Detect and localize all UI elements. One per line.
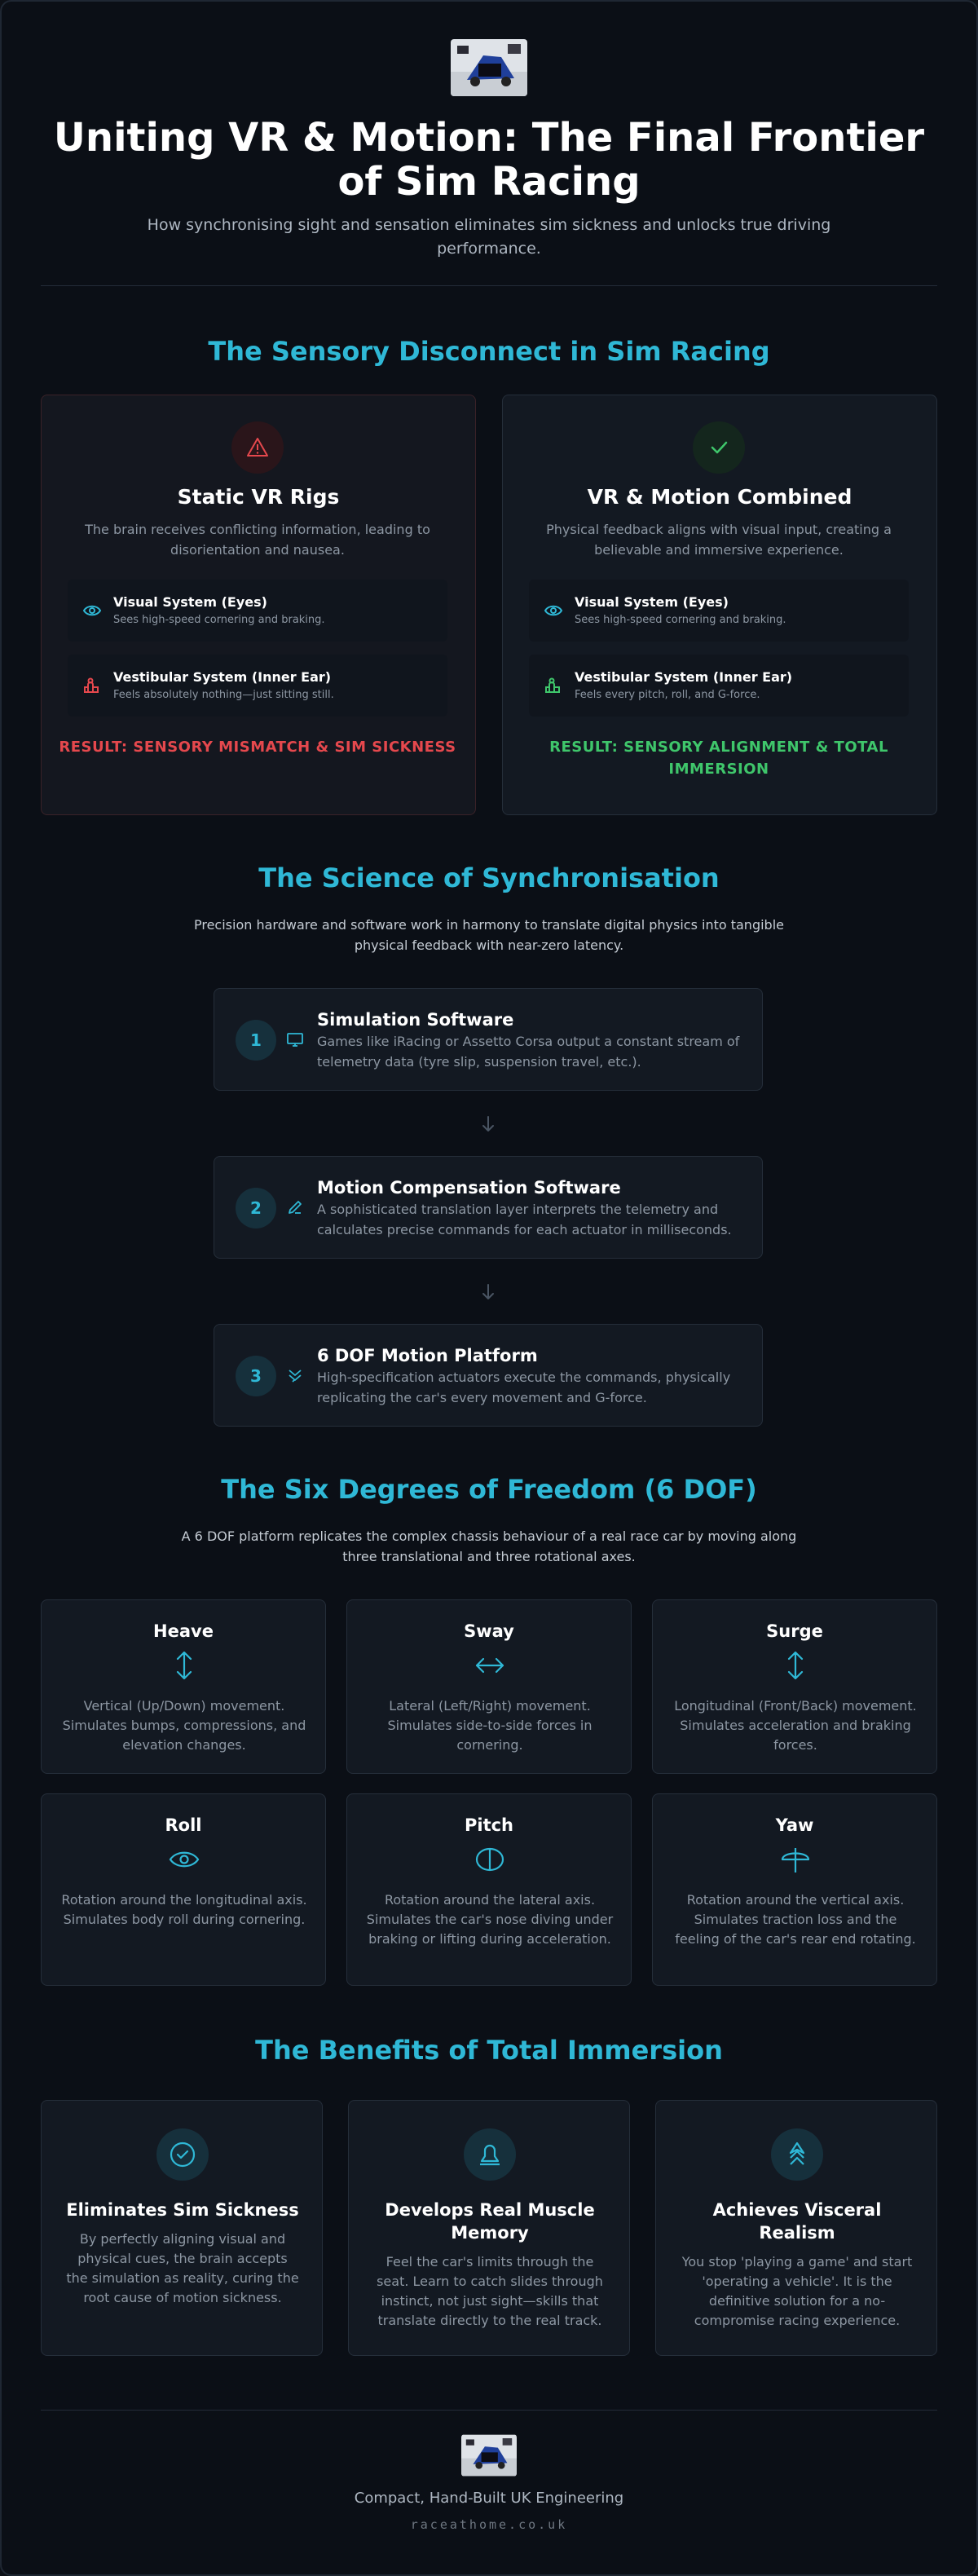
dof-desc: Rotation around the longitudinal axis. Simulates body roll during cornering. xyxy=(61,1892,307,1927)
step-number: 3 xyxy=(236,1356,276,1396)
step-title: Simulation Software xyxy=(317,1010,514,1030)
benefit-card-sickness xyxy=(41,2100,323,2356)
dof-title: Heave xyxy=(153,1621,214,1641)
eye-icon xyxy=(82,601,102,620)
dof-title: Sway xyxy=(464,1621,514,1641)
divider xyxy=(41,285,937,286)
step-card-3 xyxy=(214,1324,763,1427)
static-vr-desc: The brain receives conflicting information, leading to disorientation and nausea. xyxy=(85,522,430,558)
sim-rig-photo-icon xyxy=(451,39,527,96)
combined-vest-desc: Feels every pitch, roll, and G-force. xyxy=(575,689,760,701)
section-title-benefits: The Benefits of Total Immersion xyxy=(255,2035,723,2066)
dof-desc: Lateral (Left/Right) movement. Simulates side-to-side forces in cornering. xyxy=(387,1698,593,1753)
eye-icon xyxy=(544,601,563,620)
step-desc: Games like iRacing or Assetto Corsa output a constant stream of telemetry data (tyre slip, suspension travel, etc.). xyxy=(317,1034,740,1070)
combined-visual-system xyxy=(529,580,909,642)
benefit-title: Eliminates Sim Sickness xyxy=(66,2200,299,2220)
sim-rig-photo-icon xyxy=(461,2434,517,2477)
benefit-desc: By perfectly aligning visual and physical cues, the brain accepts the simulation as reality, curing the root cause of motion sickness. xyxy=(66,2231,299,2305)
dof-title: Surge xyxy=(766,1621,823,1641)
warning-icon xyxy=(231,421,284,474)
arrow-down-icon xyxy=(476,1280,500,1304)
dof-title: Yaw xyxy=(775,1815,814,1835)
static-vest-title: Vestibular System (Inner Ear) xyxy=(113,669,332,685)
combined-vest-title: Vestibular System (Inner Ear) xyxy=(575,669,793,685)
section-title-dof: The Six Degrees of Freedom (6 DOF) xyxy=(221,1474,757,1505)
step-desc: High-specification actuators execute the commands, physically replicating the car's every movement and G-force. xyxy=(317,1370,731,1405)
divider xyxy=(41,2410,937,2411)
static-vr-card xyxy=(41,395,476,815)
vr-motion-title: VR & Motion Combined xyxy=(587,485,852,509)
benefit-desc: Feel the car's limits through the seat. Learn to catch slides through instinct, not just sight—skills that translate directly to the real track. xyxy=(377,2254,603,2328)
dof-title: Pitch xyxy=(464,1815,514,1835)
ear-icon xyxy=(544,676,563,695)
section-subtitle-science: Precision hardware and software work in harmony to translate digital physics into tangible physical feedback with near-zero latency. xyxy=(193,917,784,953)
check-icon xyxy=(693,421,745,474)
static-vestibular-system xyxy=(68,655,447,717)
static-visual-title: Visual System (Eyes) xyxy=(113,594,267,610)
benefit-title: Achieves Visceral Realism xyxy=(712,2200,882,2243)
step-title: 6 DOF Motion Platform xyxy=(317,1346,538,1365)
combined-vestibular-system xyxy=(529,655,909,717)
benefit-title: Develops Real Muscle Memory xyxy=(385,2200,595,2243)
dof-card-yaw xyxy=(652,1793,937,1986)
bell-icon xyxy=(464,2128,516,2181)
dof-desc: Rotation around the vertical axis. Simulates traction loss and the feeling of the car's rear end rotating. xyxy=(675,1892,916,1947)
static-visual-system xyxy=(68,580,447,642)
footer-url: raceathome.co.uk xyxy=(410,2517,568,2532)
pen-icon xyxy=(286,1198,304,1216)
eye-icon xyxy=(168,1843,200,1876)
page-subtitle: How synchronising sight and sensation eliminates sim sickness and unlocks true driving performance. xyxy=(147,216,831,258)
dof-title: Roll xyxy=(165,1815,202,1835)
step-card-1 xyxy=(214,988,763,1091)
dof-card-heave xyxy=(41,1599,326,1774)
static-vest-desc: Feels absolutely nothing—just sitting still. xyxy=(113,689,334,701)
combined-visual-desc: Sees high-speed cornering and braking. xyxy=(575,614,786,626)
dof-card-pitch xyxy=(346,1793,632,1986)
section-title-disconnect: The Sensory Disconnect in Sim Racing xyxy=(208,336,770,367)
dof-desc: Vertical (Up/Down) movement. Simulates bumps, compressions, and elevation changes. xyxy=(62,1698,306,1753)
section-subtitle-dof: A 6 DOF platform replicates the complex chassis behaviour of a real race car by moving along three translational and three rotational axes. xyxy=(181,1528,797,1564)
step-card-2 xyxy=(214,1156,763,1259)
page-title: Uniting VR & Motion: The Final Frontier of Sim Racing xyxy=(53,115,925,205)
static-vr-title: Static VR Rigs xyxy=(177,485,340,509)
section-title-science: The Science of Synchronisation xyxy=(258,862,720,893)
combined-result: RESULT: SENSORY ALIGNMENT & TOTAL IMMERSION xyxy=(549,739,888,778)
footer-tagline: Compact, Hand-Built UK Engineering xyxy=(354,2490,624,2507)
horizontal-arrows-icon xyxy=(474,1649,506,1682)
dof-desc: Longitudinal (Front/Back) movement. Simulates acceleration and braking forces. xyxy=(674,1698,917,1753)
static-visual-desc: Sees high-speed cornering and braking. xyxy=(113,614,325,626)
combined-visual-title: Visual System (Eyes) xyxy=(575,594,729,610)
umbrella-icon xyxy=(779,1843,812,1876)
vr-motion-desc: Physical feedback aligns with visual input, creating a believable and immersive experience. xyxy=(546,522,892,558)
dof-card-roll xyxy=(41,1793,326,1986)
chevrons-icon xyxy=(286,1366,304,1384)
vertical-arrows-icon xyxy=(168,1649,200,1682)
check-circle-icon xyxy=(156,2128,209,2181)
monitor-icon xyxy=(286,1030,304,1048)
step-number: 2 xyxy=(236,1188,276,1228)
benefit-card-realism xyxy=(655,2100,937,2356)
step-desc: A sophisticated translation layer interprets the telemetry and calculates precise commands for each actuator in milliseconds. xyxy=(317,1202,732,1237)
ear-icon xyxy=(82,676,102,695)
dof-card-sway xyxy=(346,1599,632,1774)
dof-card-surge xyxy=(652,1599,937,1774)
vr-motion-card xyxy=(502,395,937,815)
split-circle-icon xyxy=(474,1843,506,1876)
rocket-icon xyxy=(771,2128,823,2181)
vertical-arrows-icon xyxy=(779,1649,812,1682)
benefit-desc: You stop 'playing a game' and start 'operating a vehicle'. It is the definitive solution for a no-compromise racing experience. xyxy=(681,2254,913,2328)
arrow-down-icon xyxy=(476,1112,500,1136)
static-result: RESULT: SENSORY MISMATCH & SIM SICKNESS xyxy=(59,739,456,756)
dof-desc: Rotation around the lateral axis. Simulates the car's nose diving under braking or lifting during acceleration. xyxy=(366,1892,614,1947)
step-title: Motion Compensation Software xyxy=(317,1178,621,1198)
benefit-card-muscle-memory xyxy=(348,2100,630,2356)
step-number: 1 xyxy=(236,1020,276,1061)
